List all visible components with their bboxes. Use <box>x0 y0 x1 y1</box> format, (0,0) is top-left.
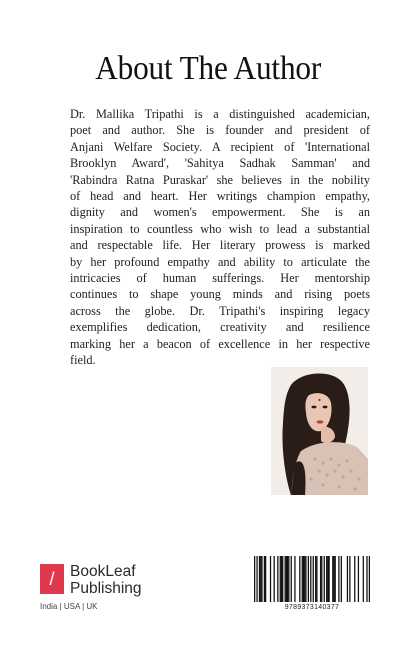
barcode-bar <box>332 556 333 602</box>
barcode-bar <box>333 556 334 602</box>
barcode-bar <box>335 556 336 602</box>
barcode-bar <box>321 556 322 602</box>
barcode-bar <box>341 556 342 602</box>
isbn-number: 9789373140377 <box>284 604 340 611</box>
barcode-bars <box>254 556 370 602</box>
author-bio <box>70 106 370 369</box>
barcode-bar <box>303 556 304 602</box>
barcode-bar <box>305 556 306 602</box>
barcode-bar <box>294 556 295 602</box>
barcode-bar <box>366 556 367 602</box>
barcode-bar <box>280 556 281 602</box>
bio-line: continues to shape young minds and rising poets <box>70 287 370 302</box>
barcode-bar <box>338 556 339 602</box>
barcode-bar <box>270 556 271 602</box>
bio-line: of head and heart. Her writings champion empathy, <box>70 189 370 204</box>
barcode-bar <box>320 556 321 602</box>
barcode-bar <box>264 556 265 602</box>
barcode-bar <box>281 556 282 602</box>
barcode-bar <box>313 556 314 602</box>
barcode-bar <box>315 556 316 602</box>
barcode-bar <box>260 556 261 602</box>
bio-line: by her profound empathy and ability to articulate the <box>70 254 370 269</box>
bio-line: dignity and women's empowerment. She is an <box>70 205 370 220</box>
publisher-regions: India | USA | UK <box>40 602 98 611</box>
barcode-bar <box>265 556 266 602</box>
barcode-bar <box>304 556 305 602</box>
barcode-bar <box>261 556 262 602</box>
barcode-bar <box>299 556 300 602</box>
barcode-bar <box>363 556 364 602</box>
publisher-name-line1: BookLeaf <box>70 563 136 580</box>
barcode-bar <box>286 556 287 602</box>
barcode-bar <box>358 556 359 602</box>
barcode-bar <box>277 556 278 602</box>
bio-line: Anjani Welfare Society. A recipient of 'International <box>70 139 370 154</box>
barcode-bar <box>291 556 292 602</box>
bio-line: intricacies of human sufferings. Her mentorship <box>70 271 370 286</box>
barcode-bar <box>259 556 260 602</box>
barcode-bar <box>326 556 327 602</box>
barcode-bar <box>285 556 286 602</box>
author-photo-illustration <box>271 367 368 495</box>
barcode-bar <box>316 556 317 602</box>
barcode-bar <box>347 556 348 602</box>
isbn-barcode <box>254 556 370 618</box>
barcode-bar <box>349 556 350 602</box>
publisher-logo-icon: / <box>40 564 64 594</box>
publisher-name-line2: Publishing <box>70 580 142 597</box>
bio-line: Brooklyn Award', 'Sahitya Sadhak Samman' and <box>70 156 370 171</box>
bio-line: inspiration to countless who wish to lead a substantial <box>70 221 370 236</box>
barcode-bar <box>369 556 370 602</box>
bio-line: poet and author. She is founder and president of <box>70 123 370 138</box>
bio-line: across the globe. Dr. Tripathi's inspiring legacy <box>70 303 370 318</box>
barcode-bar <box>288 556 289 602</box>
barcode-bar <box>256 556 257 602</box>
bio-line: 'Rabindra Ratna Puraskar' she believes in the nobility <box>70 172 370 187</box>
bio-line: Dr. Mallika Tripathi is a distinguished academician, <box>70 107 370 121</box>
barcode-bar <box>282 556 283 602</box>
barcode-bar <box>274 556 275 602</box>
barcode-bar <box>324 556 325 602</box>
bio-line: exemplifies dedication, creativity and resilience <box>70 320 370 335</box>
bio-line: marking her a beacon of excellence in her respective <box>70 336 370 351</box>
bio-line: and respectable life. Her literary prowess is marked <box>70 238 370 253</box>
barcode-bar <box>308 556 309 602</box>
barcode-bar <box>327 556 328 602</box>
barcode-bar <box>287 556 288 602</box>
barcode-bar <box>254 556 255 602</box>
author-photo <box>271 367 368 495</box>
barcode-bar <box>354 556 355 602</box>
page-title: About The Author <box>95 50 322 87</box>
publisher-name <box>70 563 142 597</box>
barcode-bar <box>302 556 303 602</box>
bio-line: field. <box>70 353 96 368</box>
barcode-bar <box>328 556 329 602</box>
barcode-bar <box>310 556 311 602</box>
